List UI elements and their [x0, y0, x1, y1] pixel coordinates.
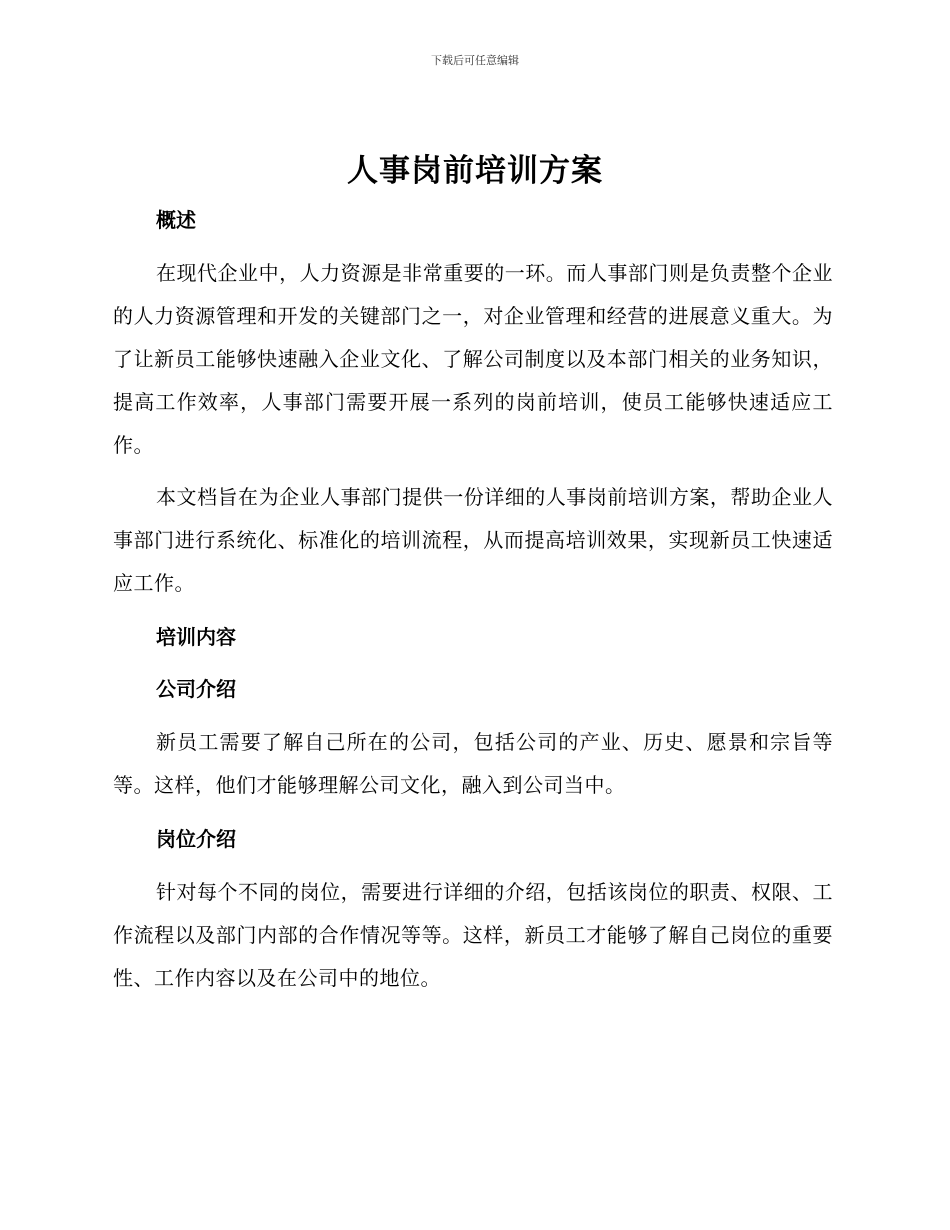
document-body — [113, 200, 833, 1000]
section-heading-company-intro: 公司介绍 — [156, 677, 236, 701]
paragraph-overview-1: 在现代企业中，人力资源是非常重要的一环。而人事部门则是负责整个企业的人力资源管理和开发的关键部门之一，对企业管理和经营的进展意义重大。为了让新员工能够快速融入企业文化、了解公司制度以及本部门相关的业务知识，提高工作效率，人事部门需要开展一系列的岗前培训，使员工能够快速适应工作。 — [113, 261, 833, 457]
section-heading-position-intro: 岗位介绍 — [156, 827, 236, 851]
document-title: 人事岗前培训方案 — [347, 153, 603, 189]
paragraph-overview-2: 本文档旨在为企业人事部门提供一份详细的人事岗前培训方案，帮助企业人事部门进行系统化、标准化的培训流程，从而提高培训效果，实现新员工快速适应工作。 — [113, 485, 833, 595]
section-heading-training-content: 培训内容 — [156, 625, 236, 649]
section-heading-overview: 概述 — [156, 208, 196, 232]
page-header-note: 下载后可任意编辑 — [431, 54, 519, 67]
paragraph-company-intro: 新员工需要了解自己所在的公司，包括公司的产业、历史、愿景和宗旨等等。这样，他们才能够理解公司文化，融入到公司当中。 — [113, 730, 833, 797]
paragraph-position-intro: 针对每个不同的岗位，需要进行详细的介绍，包括该岗位的职责、权限、工作流程以及部门内部的合作情况等等。这样，新员工才能够了解自己岗位的重要性、工作内容以及在公司中的地位。 — [113, 880, 833, 990]
